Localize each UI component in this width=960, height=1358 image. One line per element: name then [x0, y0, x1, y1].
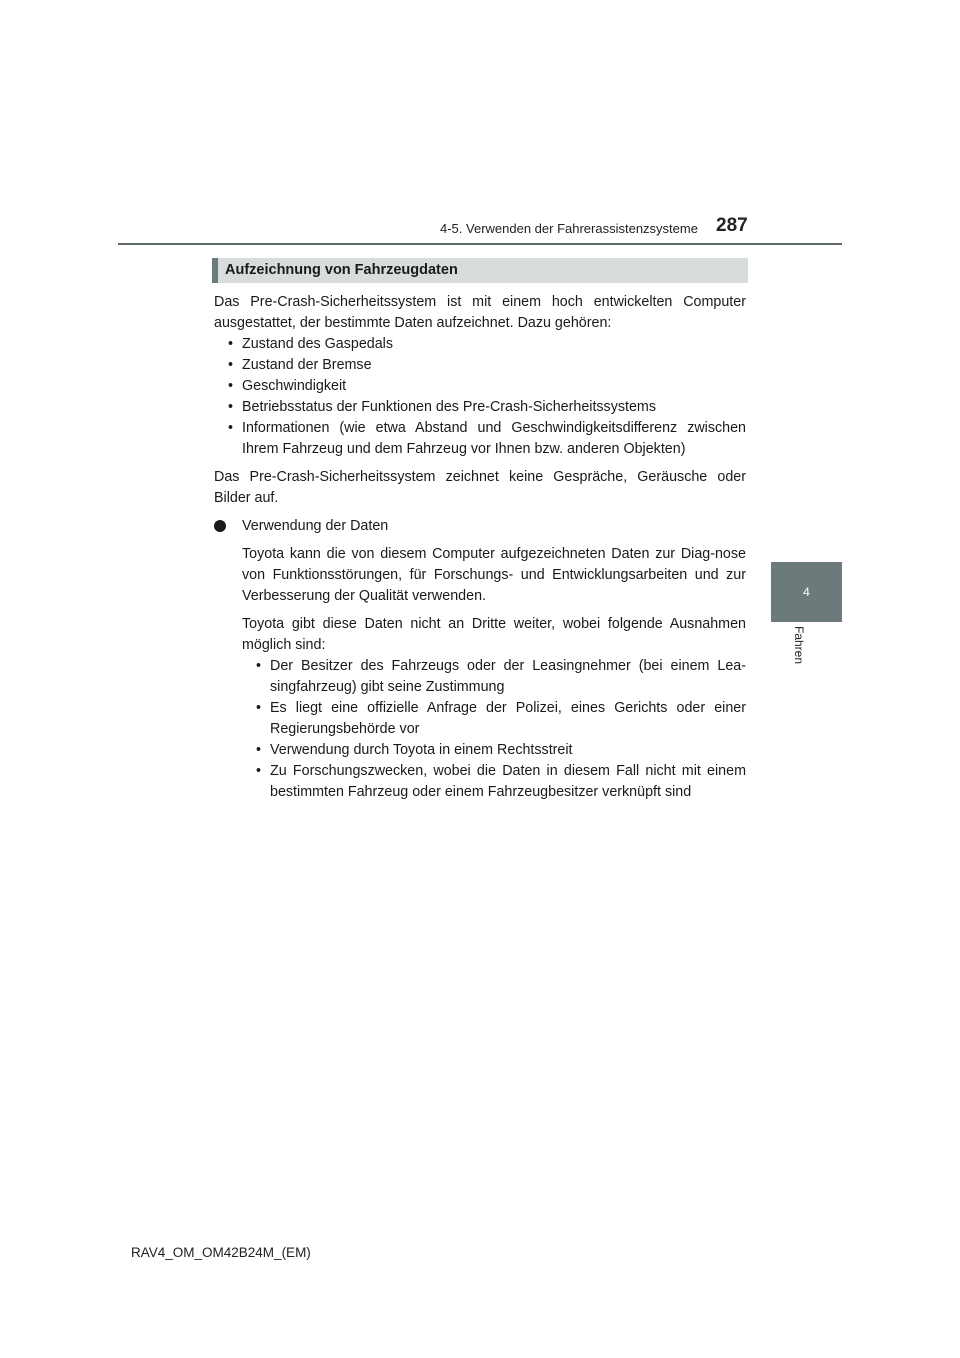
list-item: • Es liegt eine offizielle Anfrage der Polizei, eines Gerichts oder einer Regierungsbehörde vor [242, 698, 746, 740]
recorded-data-list [214, 334, 746, 460]
list-item: • Der Besitzer des Fahrzeugs oder der Leasingnehmer (bei einem Lea-singfahrzeug) gibt seine Zustimmung [242, 656, 746, 698]
document-code: RAV4_OM_OM42B24M_(EM) [131, 1245, 311, 1260]
circle-bullet-icon [214, 520, 226, 532]
list-item: • Zustand des Gaspedals [214, 334, 746, 355]
usage-paragraph-1: Toyota kann die von diesem Computer aufgezeichneten Daten zur Diag-nose von Funktionsstörungen, für Forschungs- und Entwicklungsarbeiten und zur Verbesserung der Qualität verwenden. [242, 546, 746, 604]
list-item: • Zu Forschungszwecken, wobei die Daten in diesem Fall nicht mit einem bestimmten Fahrzeug oder einem Fahrzeugbesitzer verknüpft sind [242, 761, 746, 803]
section-heading: Aufzeichnung von Fahrzeugdaten [212, 258, 748, 283]
chapter-tab [771, 562, 842, 622]
usage-body [214, 544, 746, 803]
header-rule [118, 243, 842, 245]
usage-heading [214, 516, 746, 537]
list-item: • Informationen (wie etwa Abstand und Geschwindigkeitsdifferenz zwischen Ihrem Fahrzeug und dem Fahrzeug vor Ihnen bzw. anderen Objekten) [214, 418, 746, 460]
header-section-title: 4-5. Verwenden der Fahrerassistenzsysteme [440, 221, 698, 236]
list-item: • Geschwindigkeit [214, 376, 746, 397]
usage-paragraph-2: Toyota gibt diese Daten nicht an Dritte weiter, wobei folgende Ausnahmen möglich sind: [242, 616, 746, 653]
page-content [214, 258, 746, 803]
exceptions-list [242, 656, 746, 803]
usage-title: Verwendung der Daten [242, 518, 389, 534]
page-number: 287 [716, 215, 748, 236]
list-item: • Betriebsstatus der Funktionen des Pre-Crash-Sicherheitssystems [214, 397, 746, 418]
chapter-number: 4 [803, 585, 810, 599]
chapter-label: Fahren [792, 626, 806, 665]
intro-paragraph: Das Pre-Crash-Sicherheitssystem ist mit einem hoch entwickelten Computer ausgestattet, der bestimmte Daten aufzeichnet. Dazu gehören: [214, 294, 746, 331]
no-recording-paragraph: Das Pre-Crash-Sicherheitssystem zeichnet keine Gespräche, Geräusche oder Bilder auf. [214, 469, 746, 506]
list-item: • Verwendung durch Toyota in einem Rechtsstreit [242, 740, 746, 761]
list-item: • Zustand der Bremse [214, 355, 746, 376]
